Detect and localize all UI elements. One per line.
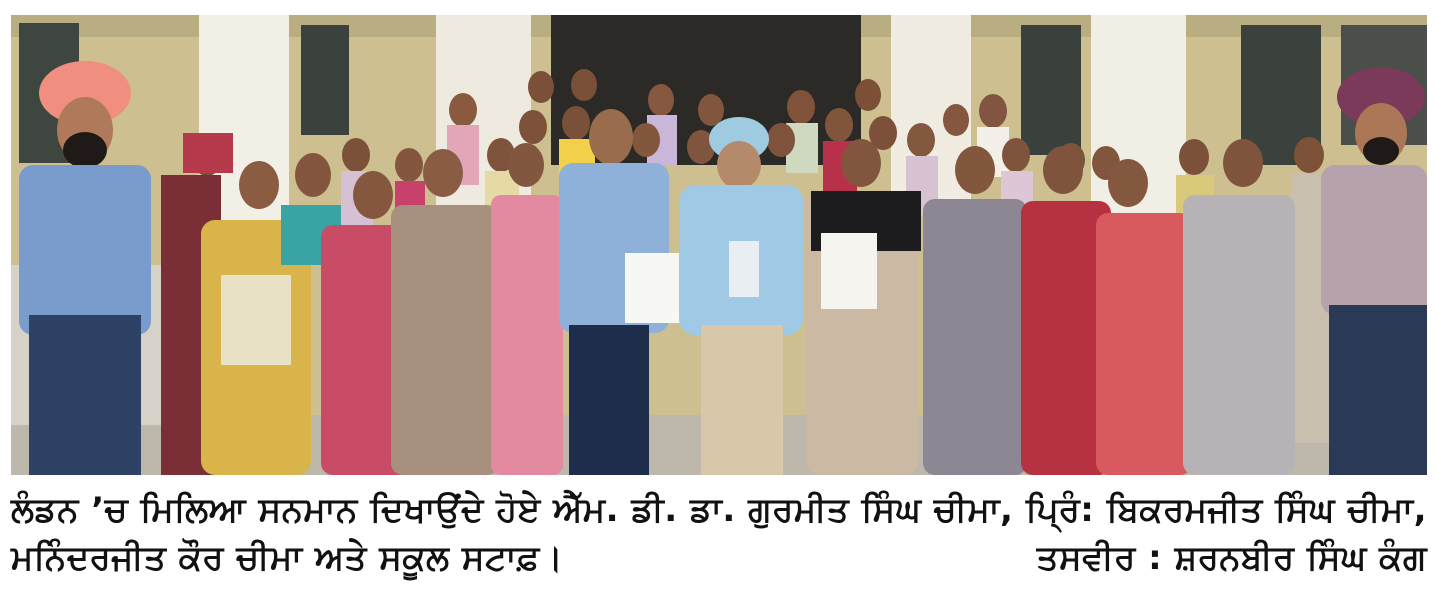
caption-line-2: ਮਨਿੰਦਰਜੀਤ ਕੌਰ ਚੀਮਾ ਅਤੇ ਸਕੂਲ ਸਟਾਫ਼। bbox=[11, 538, 564, 578]
group-photo-illustration bbox=[11, 15, 1427, 475]
caption-line-1: ਲੰਡਨ ’ਚ ਮਿਲਿਆ ਸਨਮਾਨ ਦਿਖਾਉਂਦੇ ਹੋਏ ਐੱਮ. ਡੀ. ਡਾ. ਗੁਰਮੀਤ ਸਿੰਘ ਚੀਮਾ, ਪ੍ਰਿੰ: ਬਿਕਰਮਜੀਤ ਸਿੰਘ ਚੀਮਾ, bbox=[11, 490, 1427, 530]
award-trophy bbox=[729, 241, 759, 297]
certificate-1 bbox=[625, 253, 681, 323]
photo-credit: ਤਸਵੀਰ : ਸ਼ਰਨਬੀਰ ਸਿੰਘ ਕੰਗ bbox=[1036, 538, 1427, 578]
photo-caption bbox=[11, 484, 1427, 594]
group-photo bbox=[11, 15, 1427, 475]
certificate-2 bbox=[821, 233, 877, 309]
window-right bbox=[1021, 25, 1081, 155]
